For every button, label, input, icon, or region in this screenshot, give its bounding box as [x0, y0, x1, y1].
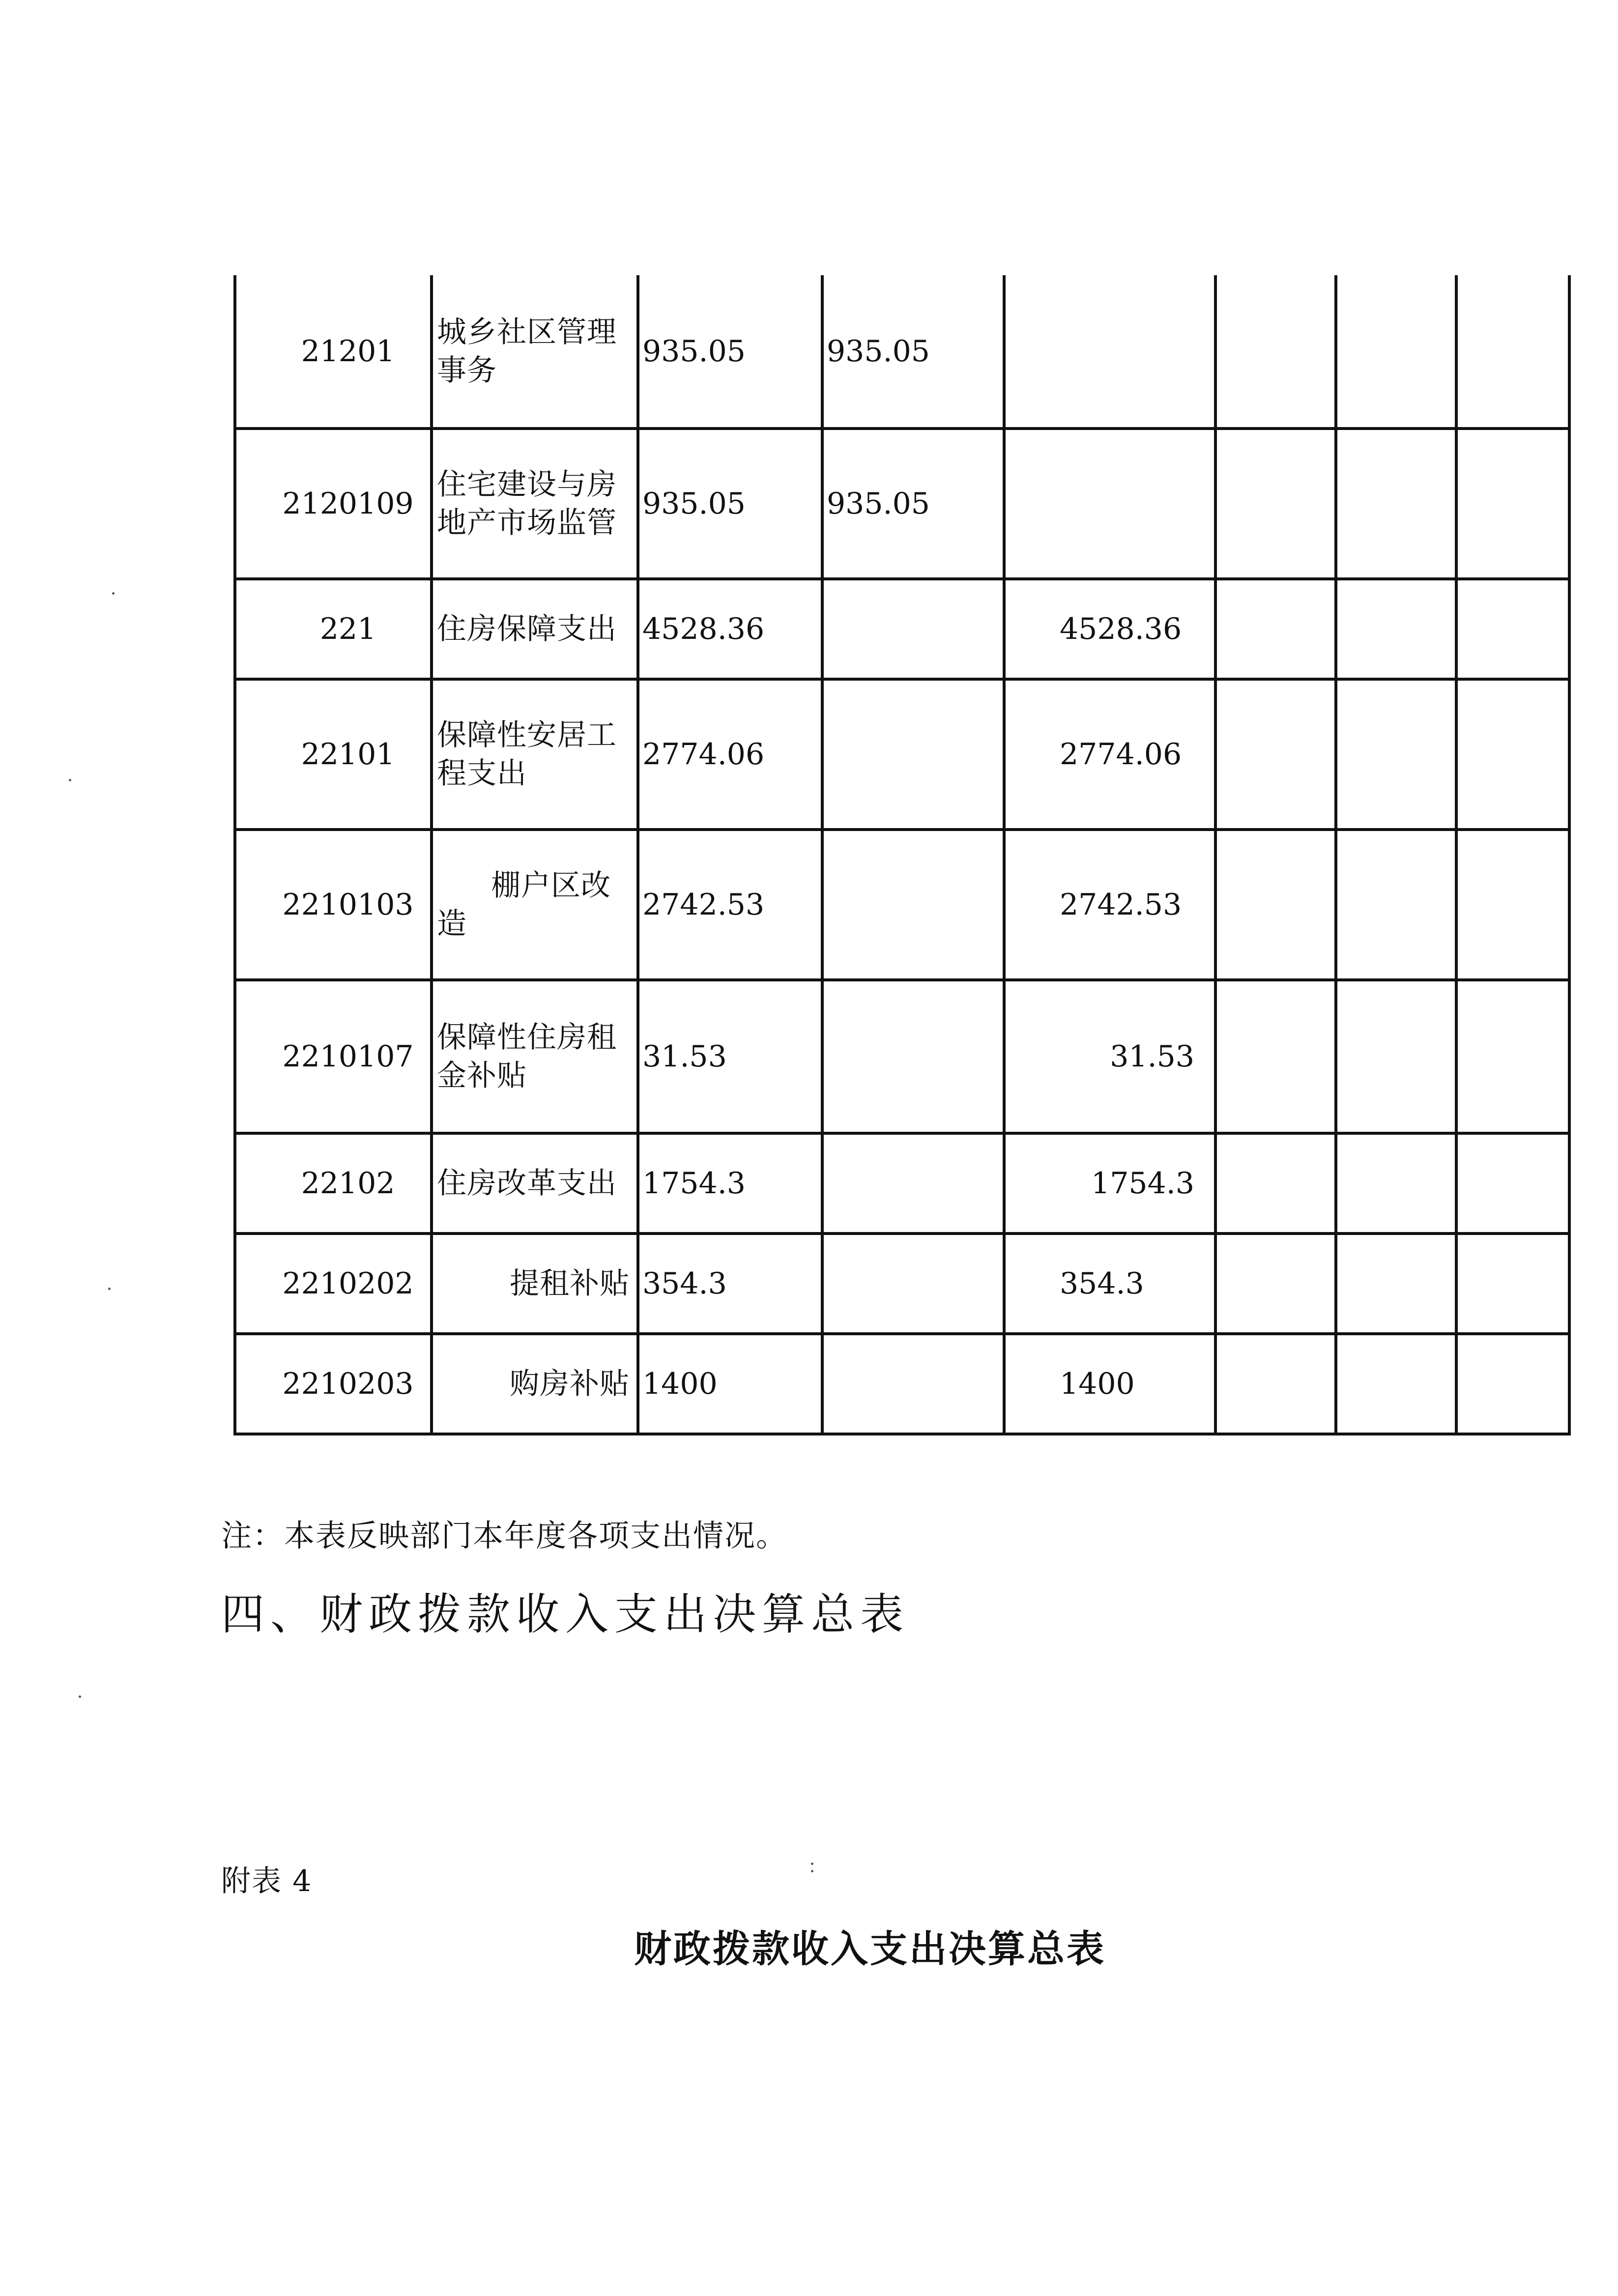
- empty-cell: [1336, 579, 1456, 679]
- empty-cell: [1336, 275, 1456, 429]
- empty-cell: [1215, 1133, 1336, 1234]
- total-cell: 4528.36: [638, 579, 822, 679]
- basic-cell: [822, 980, 1004, 1133]
- basic-cell: [822, 830, 1004, 980]
- empty-cell: [1215, 830, 1336, 980]
- table-row: [235, 1234, 1569, 1334]
- empty-cell: [1456, 1334, 1569, 1434]
- attachment-label: 附表 4: [221, 1864, 313, 1898]
- code-cell: 21201: [235, 275, 432, 429]
- code-cell: 22102: [235, 1133, 432, 1234]
- empty-cell: [1336, 830, 1456, 980]
- total-cell: 935.05: [638, 429, 822, 579]
- project-cell: 2742.53: [1004, 830, 1215, 980]
- section-heading: 四、财政拨款收入支出决算总表: [221, 1589, 910, 1639]
- name-cell: 住宅建设与房 地产市场监管: [432, 429, 638, 579]
- total-cell: 1754.3: [638, 1133, 822, 1234]
- name-cell: 棚户区改 造: [432, 830, 638, 980]
- basic-cell: [822, 1334, 1004, 1434]
- empty-cell: [1336, 980, 1456, 1133]
- empty-cell: [1336, 429, 1456, 579]
- name-cell: 购房补贴: [432, 1334, 638, 1434]
- code-cell: 221: [235, 579, 432, 679]
- empty-cell: [1456, 980, 1569, 1133]
- project-cell: 1754.3: [1004, 1133, 1215, 1234]
- project-cell: 2774.06: [1004, 679, 1215, 830]
- empty-cell: [1215, 980, 1336, 1133]
- basic-cell: [822, 1234, 1004, 1334]
- basic-cell: 935.05: [822, 429, 1004, 579]
- empty-cell: [1456, 275, 1569, 429]
- code-cell: 2210202: [235, 1234, 432, 1334]
- table-title: 财政拨款收入支出决算总表: [634, 1927, 1106, 1971]
- basic-cell: [822, 579, 1004, 679]
- empty-cell: [1456, 679, 1569, 830]
- scan-speck: [79, 1695, 81, 1698]
- empty-cell: [1215, 1334, 1336, 1434]
- code-cell: 2210107: [235, 980, 432, 1133]
- project-cell: 4528.36: [1004, 579, 1215, 679]
- empty-cell: [1215, 275, 1336, 429]
- table-row: [235, 679, 1569, 830]
- name-cell: 城乡社区管理 事务: [432, 275, 638, 429]
- code-cell: 2120109: [235, 429, 432, 579]
- scan-speck: [112, 592, 115, 595]
- empty-cell: [1336, 679, 1456, 830]
- table-row: [235, 980, 1569, 1133]
- project-cell: 1400: [1004, 1334, 1215, 1434]
- total-cell: 354.3: [638, 1234, 822, 1334]
- empty-cell: [1456, 1234, 1569, 1334]
- table-note: 注：本表反映部门本年度各项支出情况。: [221, 1518, 788, 1553]
- basic-cell: [822, 1133, 1004, 1234]
- project-cell: [1004, 275, 1215, 429]
- empty-cell: [1215, 1234, 1336, 1334]
- empty-cell: [1336, 1234, 1456, 1334]
- code-cell: 22101: [235, 679, 432, 830]
- basic-cell: 935.05: [822, 275, 1004, 429]
- empty-cell: [1215, 579, 1336, 679]
- table-row: [235, 275, 1569, 429]
- table-row: [235, 1334, 1569, 1434]
- table-row: [235, 830, 1569, 980]
- name-cell: 住房改革支出: [432, 1133, 638, 1234]
- expenditure-table: [233, 275, 1571, 1435]
- empty-cell: [1456, 579, 1569, 679]
- empty-cell: [1456, 830, 1569, 980]
- total-cell: 1400: [638, 1334, 822, 1434]
- empty-cell: [1215, 679, 1336, 830]
- basic-cell: [822, 679, 1004, 830]
- total-cell: 2774.06: [638, 679, 822, 830]
- code-cell: 2210203: [235, 1334, 432, 1434]
- total-cell: 31.53: [638, 980, 822, 1133]
- empty-cell: [1336, 1133, 1456, 1234]
- table-row: [235, 579, 1569, 679]
- name-cell: 提租补贴: [432, 1234, 638, 1334]
- scan-speck: [811, 1870, 813, 1872]
- code-cell: 2210103: [235, 830, 432, 980]
- table-row: [235, 429, 1569, 579]
- name-cell: 保障性住房租 金补贴: [432, 980, 638, 1133]
- total-cell: 2742.53: [638, 830, 822, 980]
- table-row: [235, 1133, 1569, 1234]
- project-cell: 354.3: [1004, 1234, 1215, 1334]
- empty-cell: [1336, 1334, 1456, 1434]
- empty-cell: [1456, 429, 1569, 579]
- scan-speck: [108, 1288, 111, 1290]
- project-cell: 31.53: [1004, 980, 1215, 1133]
- name-cell: 保障性安居工 程支出: [432, 679, 638, 830]
- scan-speck: [811, 1863, 813, 1865]
- empty-cell: [1456, 1133, 1569, 1234]
- name-cell: 住房保障支出: [432, 579, 638, 679]
- scan-speck: [69, 779, 71, 781]
- empty-cell: [1215, 429, 1336, 579]
- project-cell: [1004, 429, 1215, 579]
- total-cell: 935.05: [638, 275, 822, 429]
